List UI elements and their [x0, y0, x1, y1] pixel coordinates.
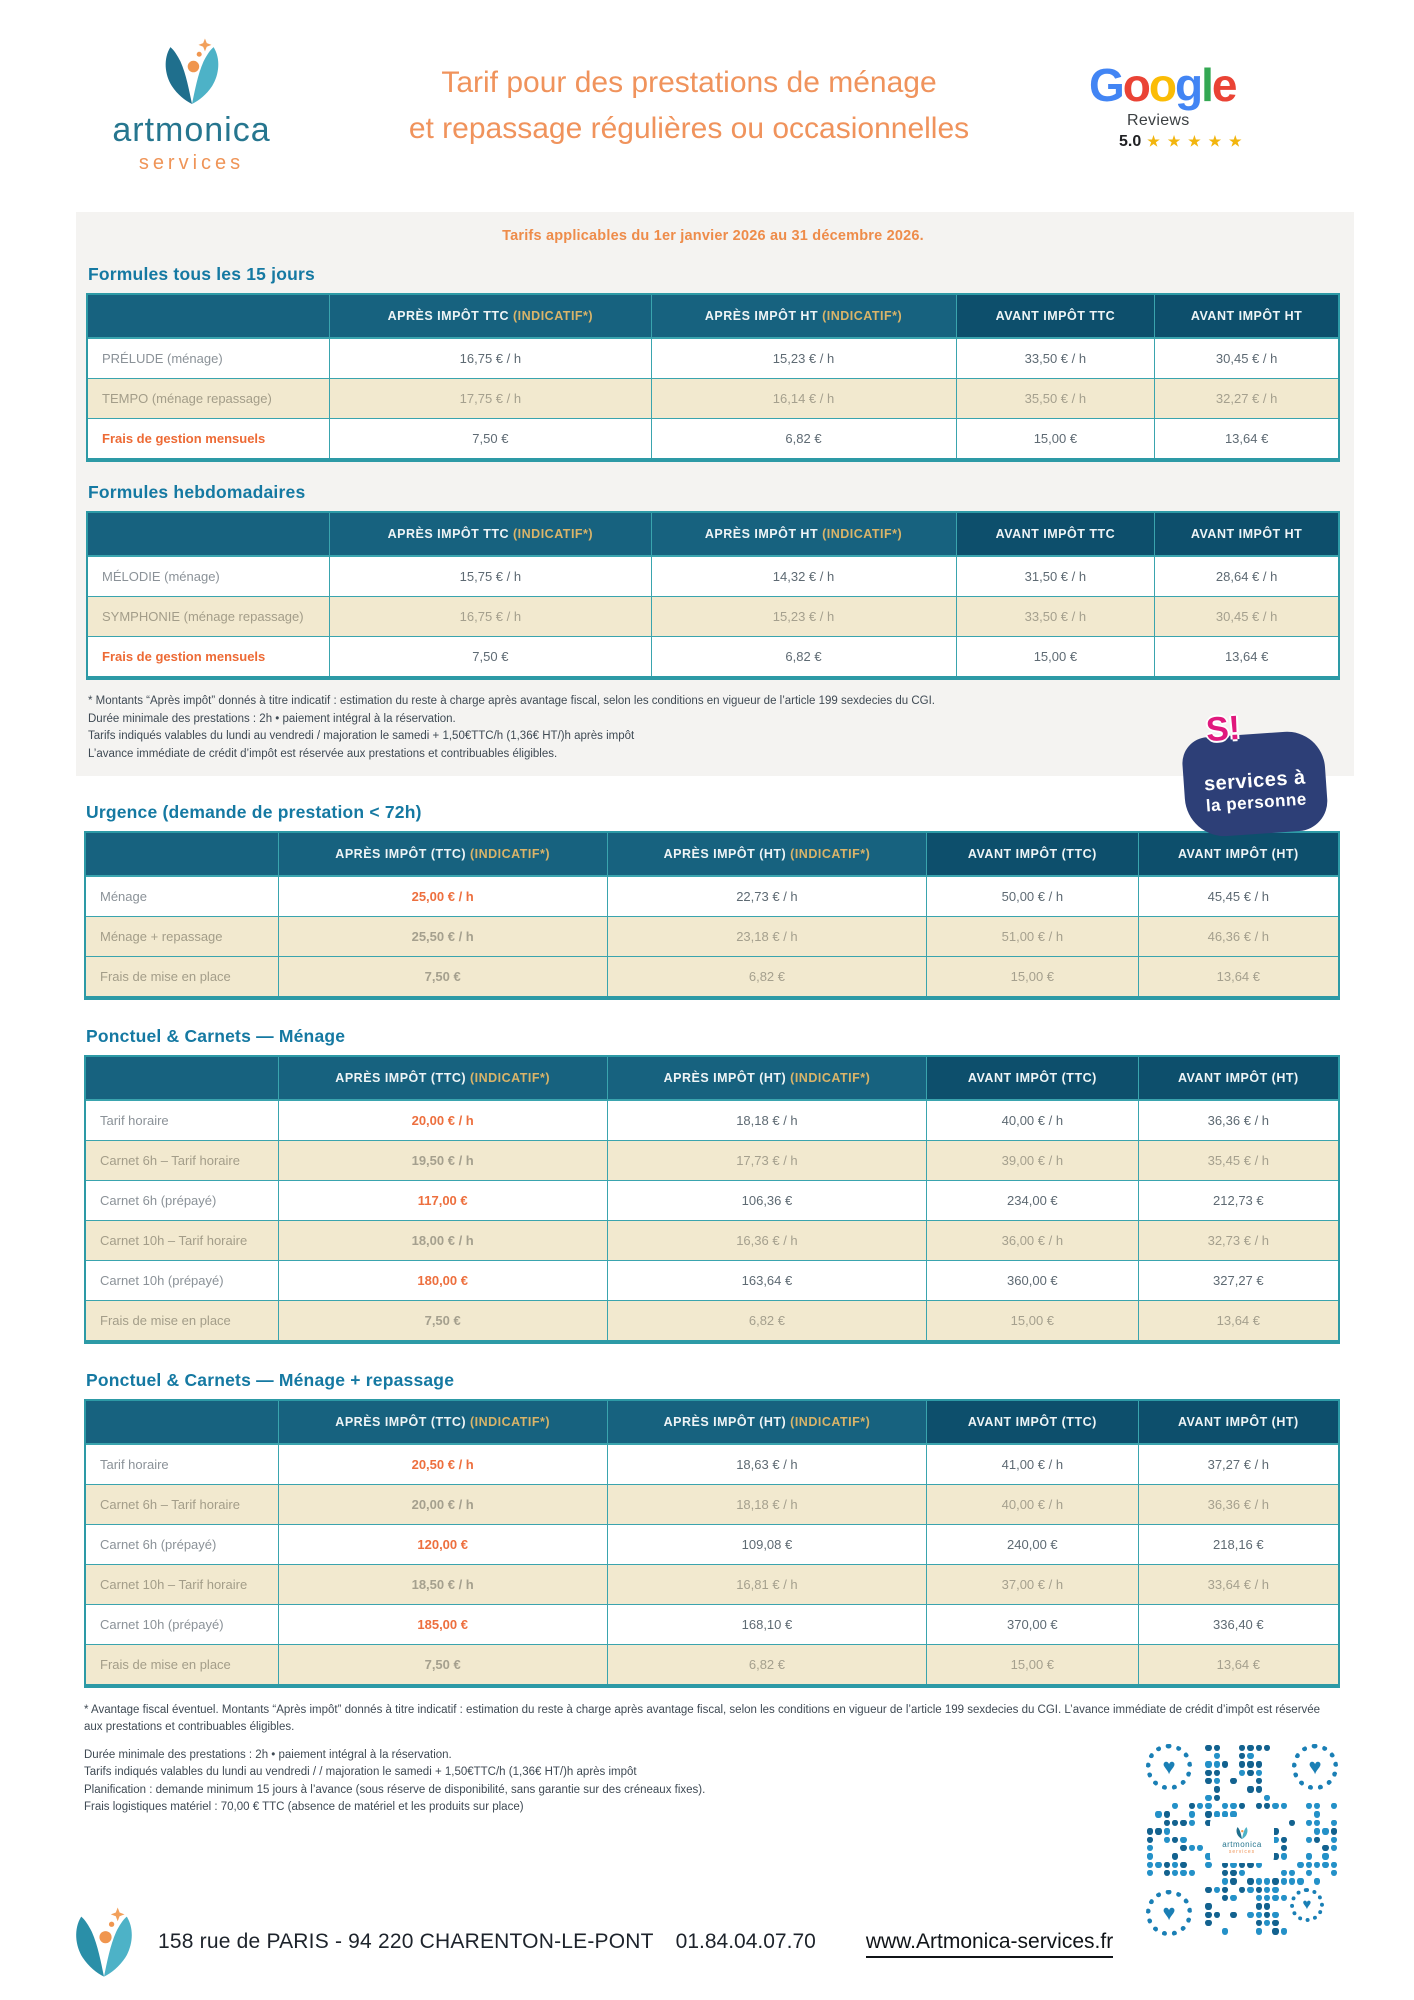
price-cell: 6,82 €: [607, 956, 926, 996]
row-label: Carnet 10h – Tarif horaire: [86, 1564, 278, 1604]
table-header-row: [88, 513, 1338, 557]
row-label: Frais de gestion mensuels: [88, 636, 329, 676]
note-line: Durée minimale des prestations : 2h • paiement intégral à la réservation.: [88, 712, 456, 725]
price-cell: 41,00 € / h: [926, 1445, 1138, 1484]
column-header: APRÈS IMPÔT (HT) (INDICATIF*): [607, 1057, 926, 1101]
price-cell: 33,64 € / h: [1138, 1564, 1338, 1604]
table-row: [88, 557, 1338, 596]
price-cell: 234,00 €: [926, 1180, 1138, 1220]
price-cell: 163,64 €: [607, 1260, 926, 1300]
column-header: APRÈS IMPÔT HT (INDICATIF*): [651, 295, 956, 339]
note-line: Planification : demande minimum 15 jours à l’avance (sous réserve de disponibilité, sans garantie sur des créneaux fixes).: [84, 1783, 706, 1796]
price-cell: 6,82 €: [607, 1644, 926, 1684]
price-cell: 336,40 €: [1138, 1604, 1338, 1644]
price-cell: 7,50 €: [278, 1644, 607, 1684]
price-cell: 212,73 €: [1138, 1180, 1338, 1220]
price-cell: 327,27 €: [1138, 1260, 1338, 1300]
artmonica-flower-icon: [1234, 1825, 1250, 1840]
artmonica-flower-icon: [153, 37, 231, 109]
price-cell: 13,64 €: [1138, 956, 1338, 996]
table-row: [86, 1140, 1338, 1180]
price-cell: 240,00 €: [926, 1524, 1138, 1564]
table-row: [86, 1180, 1338, 1220]
price-cell: 16,36 € / h: [607, 1220, 926, 1260]
table-header-row: [88, 295, 1338, 339]
price-cell: 15,00 €: [926, 1300, 1138, 1340]
price-cell: 106,36 €: [607, 1180, 926, 1220]
section-title-urgence: Urgence (demande de prestation < 72h): [86, 801, 422, 822]
price-cell: 23,18 € / h: [607, 916, 926, 956]
row-label-column-header: [88, 513, 329, 557]
row-label: TEMPO (ménage repassage): [88, 378, 329, 418]
table-row: [88, 418, 1338, 458]
qr-eye-icon: ♥: [1290, 1888, 1324, 1922]
price-table-formules-15-jours: [86, 293, 1340, 462]
google-rating: [1119, 133, 1244, 151]
column-header: APRÈS IMPÔT (TTC) (INDICATIF*): [278, 1057, 607, 1101]
row-label: Frais de mise en place: [86, 1644, 278, 1684]
row-label-column-header: [88, 295, 329, 339]
column-header: AVANT IMPÔT (HT): [1138, 833, 1338, 877]
price-cell: 7,50 €: [329, 418, 650, 458]
qr-code: [1146, 1744, 1338, 1936]
price-cell: 13,64 €: [1138, 1300, 1338, 1340]
price-cell: 17,75 € / h: [329, 378, 650, 418]
price-cell: 120,00 €: [278, 1524, 607, 1564]
price-cell: 370,00 €: [926, 1604, 1138, 1644]
price-cell: 13,64 €: [1154, 418, 1338, 458]
price-cell: 185,00 €: [278, 1604, 607, 1644]
price-cell: 25,50 € / h: [278, 916, 607, 956]
price-cell: 36,00 € / h: [926, 1220, 1138, 1260]
footer-contact: [158, 1930, 1113, 1958]
row-label: Frais de gestion mensuels: [88, 418, 329, 458]
price-cell: 30,45 € / h: [1154, 339, 1338, 378]
price-cell: 20,00 € / h: [278, 1484, 607, 1524]
price-cell: 18,63 € / h: [607, 1445, 926, 1484]
price-cell: 19,50 € / h: [278, 1140, 607, 1180]
row-label: Carnet 10h (prépayé): [86, 1260, 278, 1300]
table-row: [86, 1644, 1338, 1684]
column-header: AVANT IMPÔT HT: [1154, 513, 1338, 557]
table-row: [86, 1564, 1338, 1604]
table-header-row: [86, 1057, 1338, 1101]
row-label-column-header: [86, 833, 278, 877]
column-header: AVANT IMPÔT TTC: [956, 513, 1155, 557]
document-footer: [64, 1906, 1113, 1982]
column-header: AVANT IMPÔT TTC: [956, 295, 1155, 339]
price-cell: 39,00 € / h: [926, 1140, 1138, 1180]
price-cell: 45,45 € / h: [1138, 877, 1338, 916]
column-header: AVANT IMPÔT (HT): [1138, 1401, 1338, 1445]
price-cell: 40,00 € / h: [926, 1101, 1138, 1140]
google-logo: Google: [1089, 58, 1236, 111]
price-cell: 33,50 € / h: [956, 596, 1155, 636]
brand-subtitle: services: [138, 152, 245, 174]
row-label: MÉLODIE (ménage): [88, 557, 329, 596]
price-cell: 16,75 € / h: [329, 596, 650, 636]
price-cell: 31,50 € / h: [956, 557, 1155, 596]
rating-value: 5.0: [1119, 132, 1142, 150]
bottom-notes-area: [84, 1702, 1340, 1925]
price-cell: 18,18 € / h: [607, 1101, 926, 1140]
validity-subtitle: Tarifs applicables du 1er janvier 2026 au 31 décembre 2026.: [502, 228, 924, 244]
column-header: APRÈS IMPÔT HT (INDICATIF*): [651, 513, 956, 557]
price-cell: 15,00 €: [956, 636, 1155, 676]
price-cell: 16,75 € / h: [329, 339, 650, 378]
price-cell: 30,45 € / h: [1154, 596, 1338, 636]
column-header: AVANT IMPÔT (TTC): [926, 833, 1138, 877]
row-label: PRÉLUDE (ménage): [88, 339, 329, 378]
rating-stars-icon: ★ ★ ★ ★ ★: [1147, 132, 1244, 149]
price-cell: 109,08 €: [607, 1524, 926, 1564]
price-cell: 51,00 € / h: [926, 916, 1138, 956]
footer-address: 158 rue de PARIS - 94 220 CHARENTON-LE-PONT: [158, 1930, 654, 1953]
price-table-formules-hebdomadaires: [86, 511, 1340, 680]
price-cell: 32,73 € / h: [1138, 1220, 1338, 1260]
document-header: [0, 0, 1414, 212]
page-title: [299, 60, 1079, 153]
table-row: [88, 596, 1338, 636]
price-cell: 37,00 € / h: [926, 1564, 1138, 1604]
column-header: APRÈS IMPÔT (HT) (INDICATIF*): [607, 1401, 926, 1445]
page-title-line-2: et repassage régulières ou occasionnelles: [408, 112, 970, 145]
row-label: Carnet 10h (prépayé): [86, 1604, 278, 1644]
price-cell: 15,00 €: [956, 418, 1155, 458]
qr-eye-icon: ♥: [1146, 1744, 1192, 1790]
brand-name: artmonica: [112, 111, 271, 149]
column-header: AVANT IMPÔT (TTC): [926, 1057, 1138, 1101]
column-header: APRÈS IMPÔT TTC (INDICATIF*): [329, 513, 650, 557]
row-label: Carnet 10h – Tarif horaire: [86, 1220, 278, 1260]
price-cell: 32,27 € / h: [1154, 378, 1338, 418]
price-cell: 180,00 €: [278, 1260, 607, 1300]
price-cell: 35,45 € / h: [1138, 1140, 1338, 1180]
row-label: Carnet 6h (prépayé): [86, 1524, 278, 1564]
section-title-formules-15-jours: Formules tous les 15 jours: [88, 264, 315, 284]
row-label: Ménage + repassage: [86, 916, 278, 956]
notes-block-top: [86, 693, 1340, 763]
price-cell: 17,73 € / h: [607, 1140, 926, 1180]
row-label: Frais de mise en place: [86, 956, 278, 996]
price-cell: 15,23 € / h: [651, 339, 956, 378]
column-header: APRÈS IMPÔT TTC (INDICATIF*): [329, 295, 650, 339]
price-cell: 360,00 €: [926, 1260, 1138, 1300]
price-cell: 16,14 € / h: [651, 378, 956, 418]
brand-logo: [84, 37, 299, 175]
price-cell: 7,50 €: [329, 636, 650, 676]
sap-exclamation: S!: [1204, 708, 1242, 749]
section-title-formules-hebdomadaires: Formules hebdomadaires: [88, 482, 306, 502]
price-cell: 13,64 €: [1138, 1644, 1338, 1684]
qr-eye-icon: ♥: [1292, 1744, 1338, 1790]
price-cell: 22,73 € / h: [607, 877, 926, 916]
artmonica-flower-icon: [64, 1906, 144, 1982]
table-row: [86, 1300, 1338, 1340]
price-cell: 13,64 €: [1154, 636, 1338, 676]
column-header: APRÈS IMPÔT (TTC) (INDICATIF*): [278, 1401, 607, 1445]
price-cell: 218,16 €: [1138, 1524, 1338, 1564]
table-row: [86, 1260, 1338, 1300]
price-cell: 28,64 € / h: [1154, 557, 1338, 596]
row-label: SYMPHONIE (ménage repassage): [88, 596, 329, 636]
table-row: [86, 1445, 1338, 1484]
price-cell: 15,00 €: [926, 956, 1138, 996]
price-cell: 37,27 € / h: [1138, 1445, 1338, 1484]
price-cell: 18,18 € / h: [607, 1484, 926, 1524]
table-row: [86, 1101, 1338, 1140]
note-line: Tarifs indiqués valables du lundi au vendredi / majoration le samedi + 1,50€TTC/h (1,36€ HT/)h après impôt: [88, 730, 635, 743]
section-title-ponctuel-menage-repassage: Ponctuel & Carnets — Ménage + repassage: [86, 1369, 455, 1390]
column-header: AVANT IMPÔT (TTC): [926, 1401, 1138, 1445]
footer-website-link[interactable]: www.Artmonica-services.fr: [866, 1930, 1113, 1958]
row-label-column-header: [86, 1057, 278, 1101]
column-header: APRÈS IMPÔT (TTC) (INDICATIF*): [278, 833, 607, 877]
row-label: Frais de mise en place: [86, 1300, 278, 1340]
table-header-row: [86, 833, 1338, 877]
row-label: Carnet 6h – Tarif horaire: [86, 1140, 278, 1180]
note-line: L’avance immédiate de crédit d’impôt est réservée aux prestations et contribuables éligibles.: [88, 748, 558, 761]
google-reviews-badge: [1079, 58, 1344, 151]
price-cell: 168,10 €: [607, 1604, 926, 1644]
note-line: Durée minimale des prestations : 2h • paiement intégral à la réservation.: [84, 1749, 452, 1762]
table-row: [86, 1524, 1338, 1564]
row-label: Ménage: [86, 877, 278, 916]
price-cell: 15,75 € / h: [329, 557, 650, 596]
lower-section: [84, 801, 1340, 1925]
price-cell: 16,81 € / h: [607, 1564, 926, 1604]
price-cell: 36,36 € / h: [1138, 1484, 1338, 1524]
column-header: AVANT IMPÔT (HT): [1138, 1057, 1338, 1101]
row-label: Carnet 6h (prépayé): [86, 1180, 278, 1220]
price-cell: 6,82 €: [607, 1300, 926, 1340]
qr-center-logo: artmonica services: [1210, 1817, 1274, 1863]
price-cell: 15,23 € / h: [651, 596, 956, 636]
price-cell: 40,00 € / h: [926, 1484, 1138, 1524]
price-cell: 15,00 €: [926, 1644, 1138, 1684]
row-label-column-header: [86, 1401, 278, 1445]
services-a-la-personne-badge: S! services à la personne: [1181, 729, 1330, 839]
column-header: APRÈS IMPÔT (HT) (INDICATIF*): [607, 833, 926, 877]
price-cell: 46,36 € / h: [1138, 916, 1338, 956]
column-header: AVANT IMPÔT HT: [1154, 295, 1338, 339]
google-reviews-label: Reviews: [1127, 111, 1190, 129]
price-cell: 25,00 € / h: [278, 877, 607, 916]
section-title-ponctuel-menage: Ponctuel & Carnets — Ménage: [86, 1025, 346, 1046]
price-cell: 36,36 € / h: [1138, 1101, 1338, 1140]
price-table-ponctuel-menage: [84, 1055, 1340, 1344]
row-label: Carnet 6h – Tarif horaire: [86, 1484, 278, 1524]
price-cell: 50,00 € / h: [926, 877, 1138, 916]
table-row: [88, 339, 1338, 378]
price-cell: 35,50 € / h: [956, 378, 1155, 418]
price-cell: 33,50 € / h: [956, 339, 1155, 378]
bottom-note-paragraph: * Avantage fiscal éventuel. Montants “Après impôt” donnés à titre indicatif : estimation du reste à charge après avantage fiscal, selon les conditions en vigueur de l’article 199 sexdecies du CGI. L’avance immédiate de crédit d’impôt est réservée aux prestations et contribuables éligibles.: [84, 1703, 1321, 1733]
price-cell: 6,82 €: [651, 636, 956, 676]
price-cell: 117,00 €: [278, 1180, 607, 1220]
price-cell: 14,32 € / h: [651, 557, 956, 596]
table-row: [86, 1220, 1338, 1260]
table-header-row: [86, 1401, 1338, 1445]
note-line: * Montants “Après impôt” donnés à titre indicatif : estimation du reste à charge après avantage fiscal, selon les conditions en vigueur de l’article 199 sexdecies du CGI.: [88, 695, 935, 707]
price-cell: 20,00 € / h: [278, 1101, 607, 1140]
price-cell: 7,50 €: [278, 1300, 607, 1340]
table-row: [86, 916, 1338, 956]
footer-phone: 01.84.04.07.70: [675, 1930, 816, 1953]
table-row: [86, 877, 1338, 916]
price-cell: 18,50 € / h: [278, 1564, 607, 1604]
price-cell: 7,50 €: [278, 956, 607, 996]
table-row: [86, 956, 1338, 996]
table-row: [88, 378, 1338, 418]
qr-eye-icon: ♥: [1146, 1890, 1192, 1936]
price-cell: 20,50 € / h: [278, 1445, 607, 1484]
note-line: Frais logistiques matériel : 70,00 € TTC (absence de matériel et les produits sur place): [84, 1800, 524, 1813]
note-line: Tarifs indiqués valables du lundi au vendredi / / majoration le samedi + 1,50€TTC/h (1,36€ HT/)h après impôt: [84, 1766, 637, 1779]
row-label: Tarif horaire: [86, 1445, 278, 1484]
price-cell: 6,82 €: [651, 418, 956, 458]
price-cell: 18,00 € / h: [278, 1220, 607, 1260]
notes-block-bottom: [84, 1747, 1124, 1816]
price-table-ponctuel-menage-repassage: [84, 1399, 1340, 1688]
price-table-urgence: [84, 831, 1340, 1000]
page-title-line-1: Tarif pour des prestations de ménage: [441, 65, 937, 99]
table-row: [88, 636, 1338, 676]
table-row: [86, 1484, 1338, 1524]
table-row: [86, 1604, 1338, 1644]
row-label: Tarif horaire: [86, 1101, 278, 1140]
